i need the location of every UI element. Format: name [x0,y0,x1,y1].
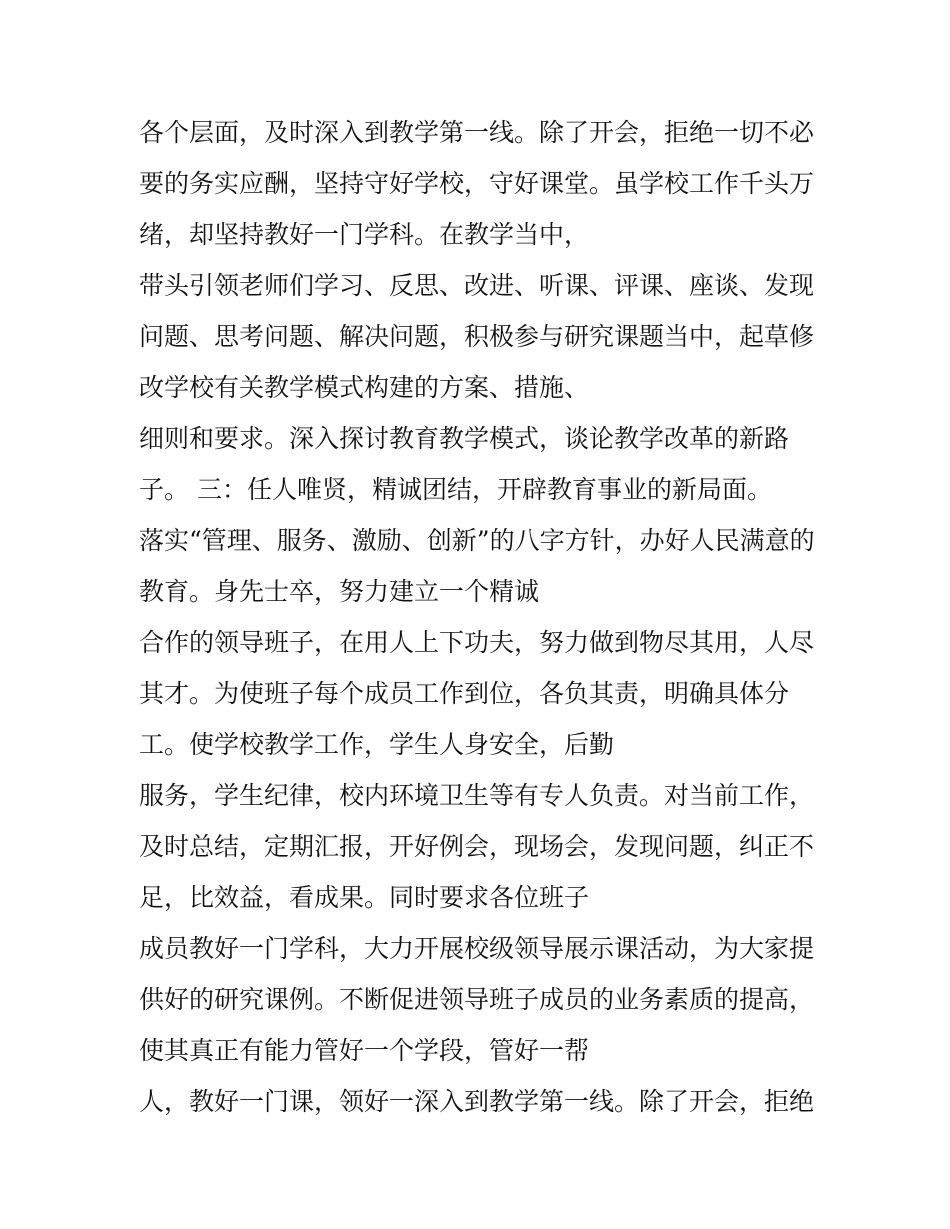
body-text [139,107,839,1127]
text-line-8: 子。 三：任人唯贤，精诚团结，开辟教育事业的新局面。 [139,475,772,504]
text-line-5: 问题、思考问题、解决问题，积极参与研究课题当中，起草修 [139,322,815,351]
text-line-14: 服务，学生纪律，校内环境卫生等有专人负责。对当前工作， [139,781,815,810]
text-line-7: 细则和要求。深入探讨教育教学模式，谈论教学改革的新路 [139,424,790,453]
text-line-17: 成员教好一门学科，大力开展校级领导展示课活动，为大家提 [139,934,815,963]
text-line-9: 落实“管理、服务、激励、创新”的八字方针，办好人民满意的 [139,526,815,555]
text-line-3: 绪，却坚持教好一门学科。在教学当中， [139,220,590,249]
text-line-10: 教育。身先士卒，努力建立一个精诚 [139,577,540,606]
text-line-20: 人，教好一门课，领好一深入到教学第一线。除了开会，拒绝 [139,1087,815,1116]
text-line-1: 各个层面，及时深入到教学第一线。除了开会，拒绝一切不必 [139,118,815,147]
text-line-19: 使其真正有能力管好一个学段，管好一帮 [139,1036,590,1065]
text-line-12: 其才。为使班子每个成员工作到位，各负其责，明确具体分 [139,679,790,708]
text-line-16: 足，比效益，看成果。同时要求各位班子 [139,883,590,912]
text-line-11: 合作的领导班子，在用人上下功夫，努力做到物尽其用，人尽 [139,628,815,657]
text-line-2: 要的务实应酬，坚持守好学校，守好课堂。虽学校工作千头万 [139,169,815,198]
text-line-4: 带头引领老师们学习、反思、改进、听课、评课、座谈、发现 [139,271,815,300]
text-line-18: 供好的研究课例。不断促进领导班子成员的业务素质的提高， [139,985,815,1014]
text-line-13: 工。使学校教学工作，学生人身安全，后勤 [139,730,615,759]
text-line-6: 改学校有关教学模式构建的方案、措施、 [139,373,590,402]
text-line-15: 及时总结，定期汇报，开好例会，现场会，发现问题，纠正不 [139,832,815,861]
